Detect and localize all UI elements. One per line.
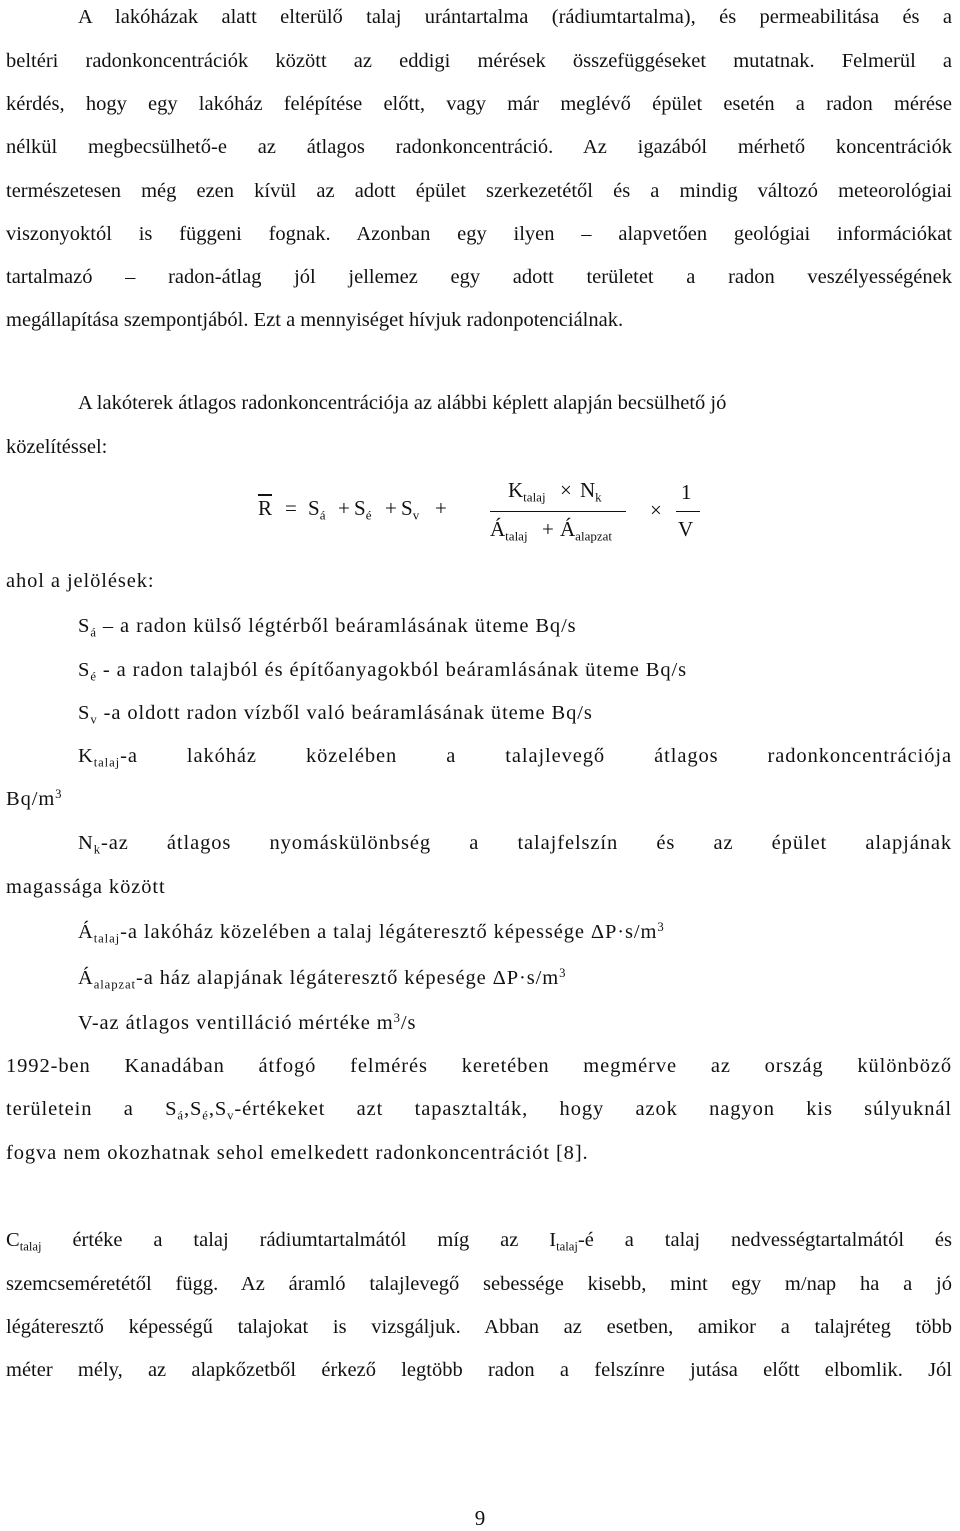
formula-times: × (650, 498, 662, 522)
formula-k-talaj: $K_{talaj}$ (508, 478, 546, 505)
legend-item-a-talaj: $Á_{talaj}-a$ lakóház közelében a talaj légáteresztő képessége $\Delta P\cdot s/m^3$ (78, 920, 665, 946)
legend-item-a-alapzat: $Á_{alapzat}-a$ ház alapjának légáteresztő képesége $\Delta P\cdot s/m^3$ (78, 966, 567, 992)
text-line: fogva nem okozhatnak sehol emelkedett radonkoncentrációt [8]. (6, 1142, 589, 1164)
text-line: $C_{talaj}$ értéke a talaj rádiumtartalmától míg az $I_{talaj}-é$ a talaj nedvességtartalmától és (6, 1229, 952, 1254)
formula-a-talaj: $Á_{talaj}$ (490, 517, 528, 544)
text-line: beltéri radonkoncentrációk között az eddigi mérések összefüggéseket mutatnak. Felmerül a (6, 50, 952, 72)
formula-plus: + (542, 517, 554, 541)
formula-sa: $S_á$ (308, 496, 326, 523)
legend-item-nk: $N_k-az$ átlagos nyomáskülönbség a talajfelszín és az épület alapjának (78, 832, 952, 857)
legend-item-k-talaj: $K_{talaj}-a$ lakóház közelében a talajlevegő átlagos radonkoncentrációja (78, 745, 952, 770)
radon-formula (258, 470, 718, 560)
text-line: 1992-ben Kanadában átfogó felmérés keretében megmérve az ország különböző (6, 1055, 952, 1077)
formula-one: 1 (681, 480, 692, 504)
formula-v: V (678, 517, 694, 541)
text-line: méter mély, az alapkőzetből érkező legtöbb radon a felszínre jutása előtt elbomlik. Jól (6, 1359, 952, 1381)
formula-se: $S_é$ (354, 496, 372, 523)
text-line: légáteresztő képességű talajokat is vizsgáljuk. Abban az esetben, amikor a talajréteg több (6, 1316, 952, 1338)
text-line: viszonyoktól is függeni fognak. Azonban egy ilyen – alapvetően geológiai információkat (6, 223, 952, 245)
text-line: szemcseméretétől függ. Az áramló talajlevegő sebessége kisebb, mint egy m/nap ha a jó (6, 1273, 952, 1295)
text-line: közelítéssel: (6, 436, 108, 458)
formula-equals: = (285, 496, 297, 520)
formula-nk: $N_k$ (580, 478, 602, 505)
formula-times: × (560, 478, 572, 502)
page-number: 9 (474, 1506, 486, 1530)
text-line: A lakóterek átlagos radonkoncentrációja az alábbi képlett alapján becsülhető jó (78, 392, 727, 414)
formula-a-alapzat: $Á_{alapzat}$ (560, 517, 613, 544)
fraction-bar (490, 511, 626, 512)
legend-heading: ahol a jelölések: (6, 570, 155, 592)
formula-r-bar: $\overline{R}$ (258, 496, 273, 520)
formula-sv: $S_v$ (401, 496, 420, 523)
formula-plus: + (385, 496, 397, 520)
legend-item-k-talaj-unit: $Bq/m^3$ (6, 787, 63, 810)
text-line: megállapítása szempontjából. Ezt a mennyiséget hívjuk radonpotenciálnak. (6, 309, 624, 331)
text-line: kérdés, hogy egy lakóház felépítése előtt, vagy már meglévő épület esetén a radon mérése (6, 93, 952, 115)
text-line: nélkül megbecsülhető-e az átlagos radonkoncentráció. Az igazából mérhető koncentrációk (6, 136, 952, 158)
fraction-bar (676, 511, 700, 512)
legend-item-sv: $S_v$ -a oldott radon vízből való beáramlásának üteme Bq/s (78, 702, 593, 727)
text-line: A lakóházak alatt elterülő talaj urántartalma (rádiumtartalma), és permeabilitása és a (78, 6, 952, 28)
legend-item-sa: $S_á$ – a radon külső légtérből beáramlásának üteme Bq/s (78, 615, 577, 640)
legend-item-nk-cont: magassága között (6, 876, 166, 898)
text-line: természetesen még ezen kívül az adott épület szerkezetétől és a mindig változó meteorológiai (6, 180, 952, 202)
text-line: tartalmazó – radon-átlag jól jellemez egy adott területet a radon veszélyességének (6, 266, 952, 288)
formula-plus: + (435, 496, 447, 520)
text-line: területein a $S_á,S_é,S_v$-értékeket azt tapasztalták, hogy azok nagyon kis súlyuknál (6, 1098, 952, 1123)
formula-plus: + (338, 496, 350, 520)
legend-item-v: V-az átlagos ventilláció mértéke $m^3/s$ (78, 1011, 417, 1034)
legend-item-se: $S_é$ - a radon talajból és építőanyagokból beáramlásának üteme Bq/s (78, 659, 687, 684)
